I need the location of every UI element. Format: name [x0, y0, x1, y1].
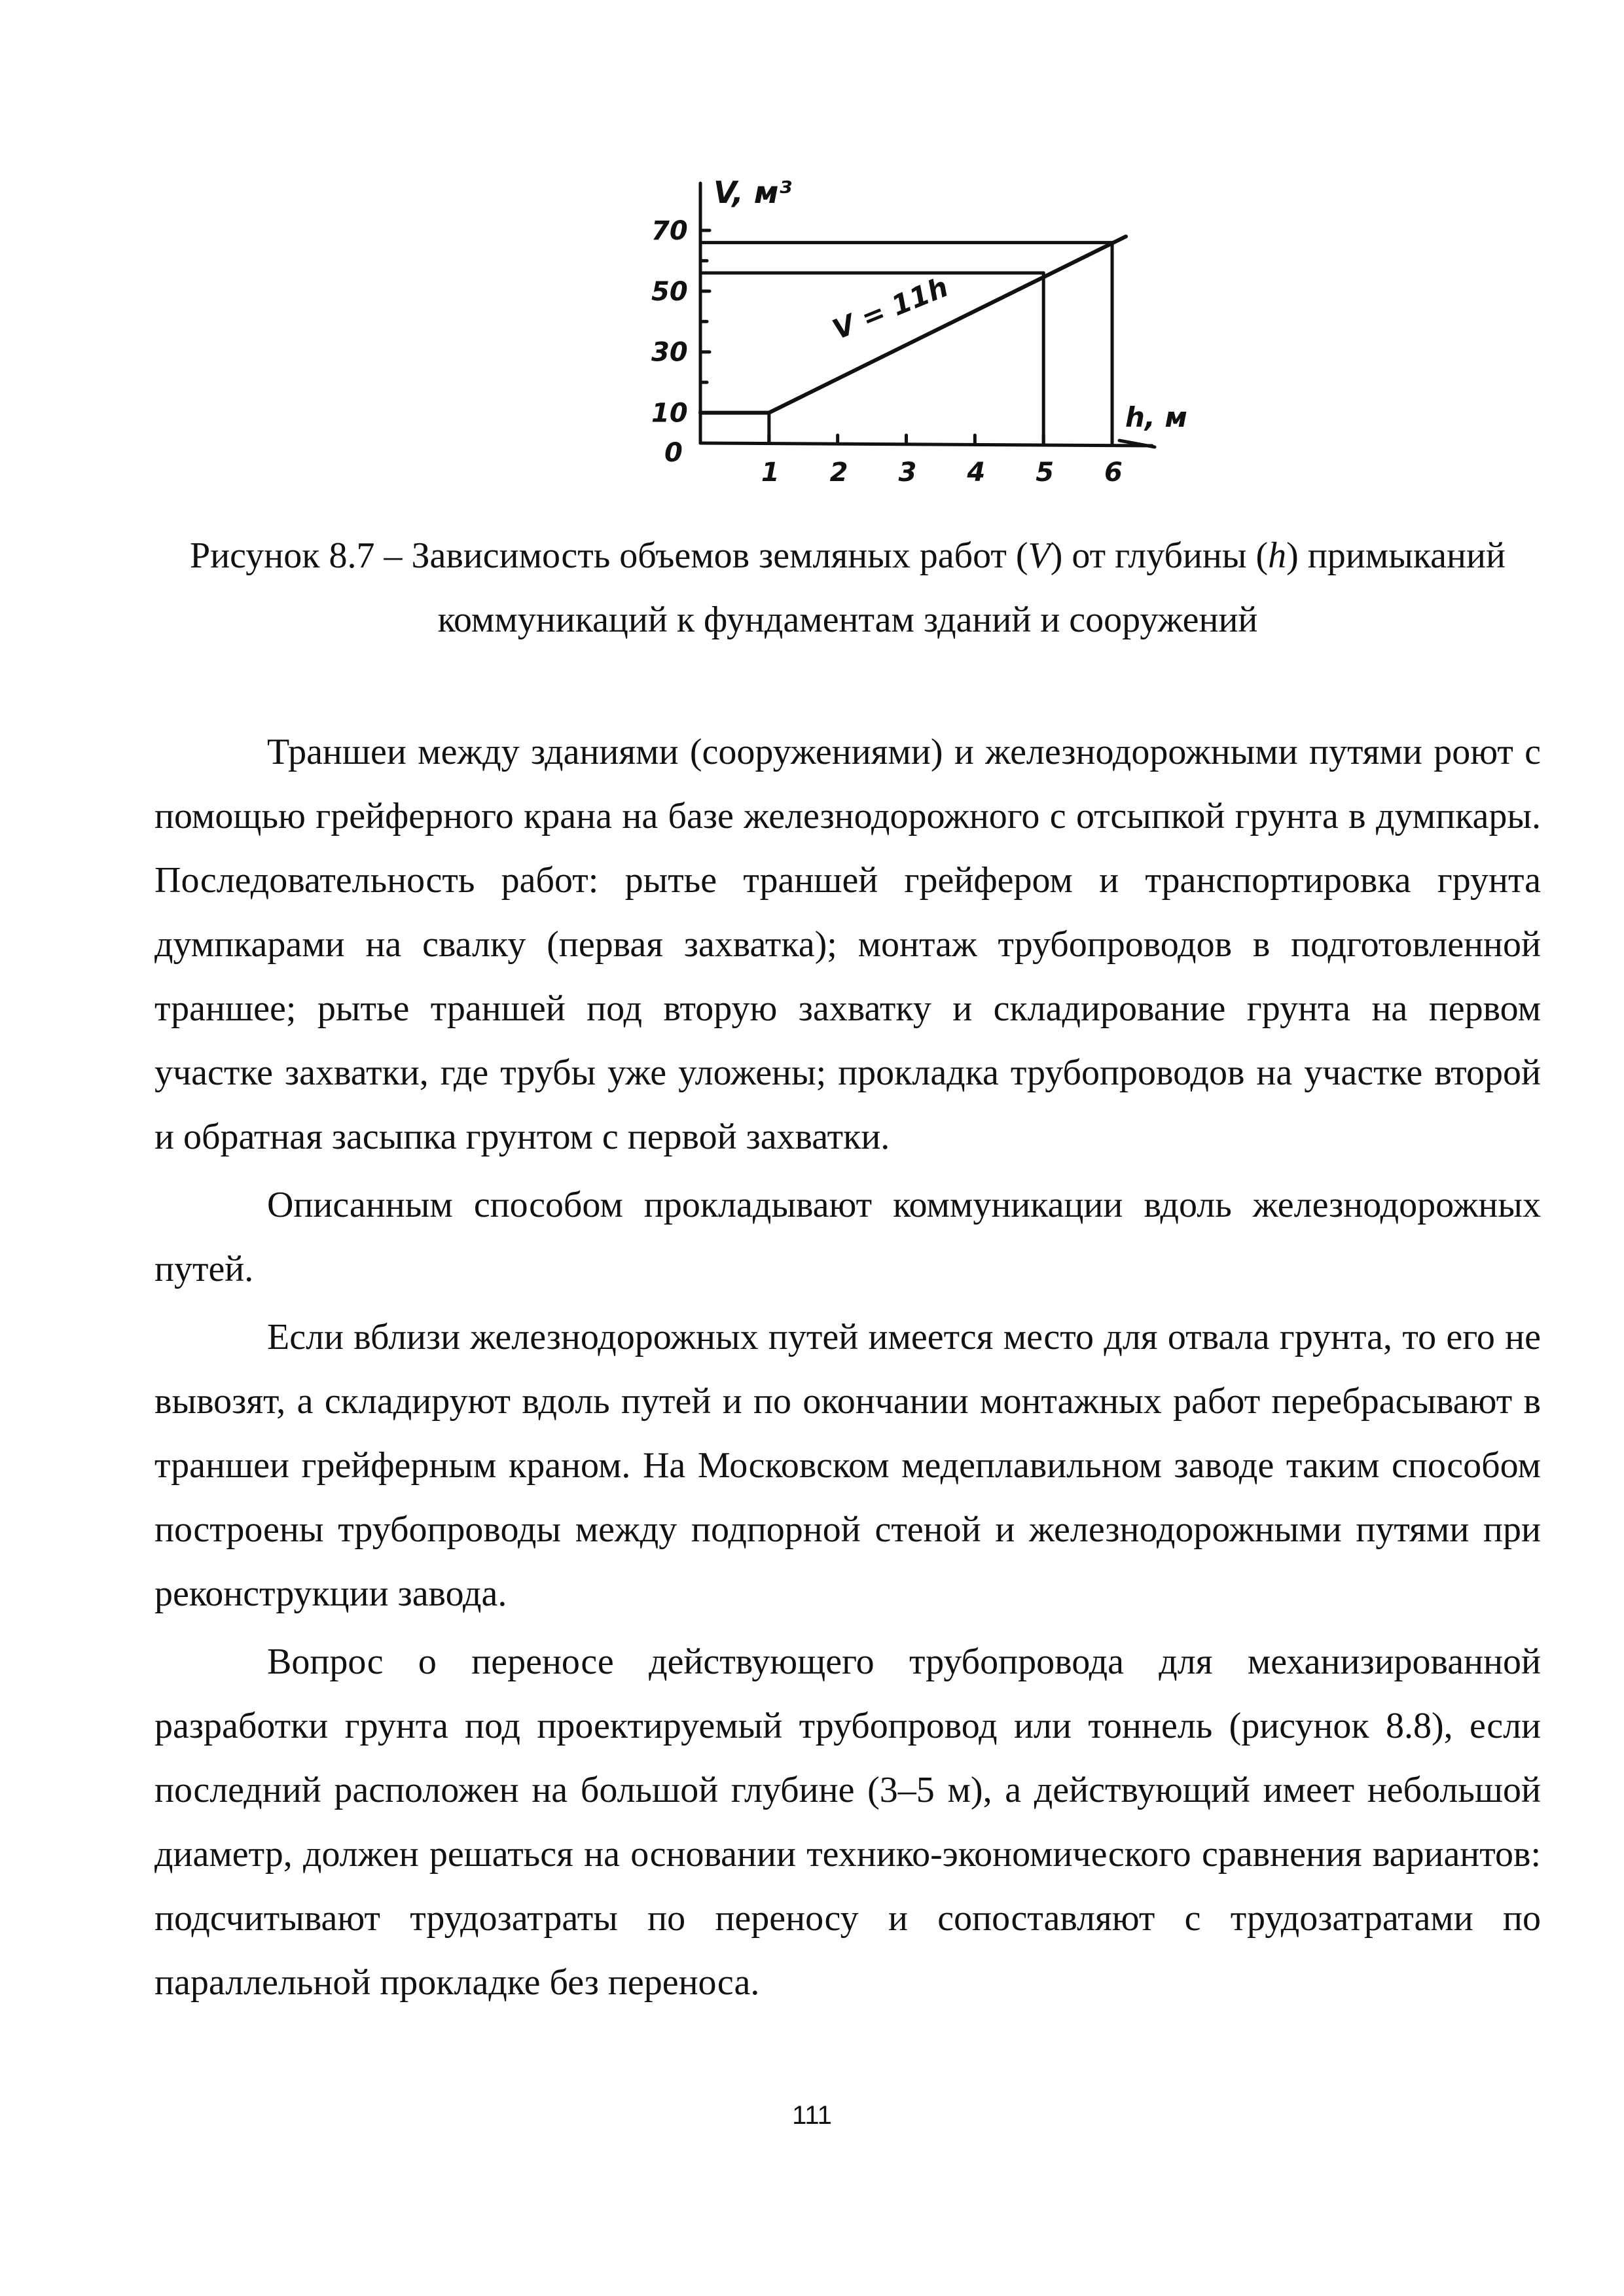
x-axis-label: h, м: [1125, 401, 1187, 433]
y-tick-label: 50: [651, 276, 688, 307]
body-text: [154, 720, 1541, 2015]
caption-v-symbol: V: [1028, 535, 1051, 576]
figure-caption: [151, 524, 1545, 652]
y-tick-label: 70: [651, 216, 688, 246]
paragraph-3: Если вблизи железнодорожных путей имеется место для отвала грунта, то его не вывозят, а складируют вдоль путей и по окончании монтажных работ перебрасывают в траншеи грейферным краном. На Московском медеплавильном заводе таким способом построены трубопроводы между подпорной стеной и железнодорожными путями при реконструкции завода.: [154, 1317, 1541, 1614]
x-tick-label: 1: [761, 457, 780, 488]
y-tick-label: 10: [651, 398, 688, 429]
x-tick-label: 6: [1104, 457, 1123, 488]
y-tick-label: 30: [651, 337, 688, 368]
x-tick-label: 2: [829, 457, 848, 488]
volume-depth-graph: [628, 157, 1204, 491]
page-number: 111: [792, 2101, 832, 2130]
y-axis-label: V, м³: [713, 175, 792, 210]
caption-h-symbol: h: [1268, 535, 1287, 576]
paragraph-4: Вопрос о переносе действующего трубопровода для механизированной разработки грунта под проектируемый трубопровод или тоннель (рисунок 8.8), если последний расположен на большой глубине (3–5 м), а действующий имеет небольшой диаметр, должен решаться на основании технико-экономического сравнения вариантов: подсчитывают трудозатраты по переносу и сопоставляют с трудозатратами по параллельной прокладке без переноса.: [154, 1641, 1541, 2003]
caption-suffix: ) примыканий коммуникаций к фундаментам зданий и сооружений: [437, 535, 1506, 640]
origin-label: 0: [664, 438, 683, 468]
paragraph-2: Описанным способом прокладывают коммуникации вдоль железнодорожных путей.: [154, 1185, 1541, 1289]
paragraph-1: Траншеи между зданиями (сооружениями) и железнодорожными путями роют с помощью грейферного крана на базе железнодорожного с отсыпкой грунта в думпкары. Последовательность работ: рытье траншей грейфером и транспортировка грунта думпкарами на свалку (первая захватка); монтаж трубопроводов в подготовленной траншее; рытье траншей под вторую захватку и складирование грунта на первом участке захватки, где трубы уже уложены; прокладка трубопроводов на участке второй и обратная засыпка грунтом с первой захватки.: [154, 732, 1541, 1157]
series-line: [700, 236, 1126, 412]
x-tick-label: 5: [1036, 457, 1055, 488]
caption-middle: ) от глубины (: [1050, 535, 1269, 576]
x-tick-label: 3: [898, 457, 917, 488]
x-tick-label: 4: [967, 457, 986, 488]
line-equation-label: V = 11h: [828, 270, 953, 346]
caption-prefix: Рисунок 8.7 – Зависимость объемов земляных работ (: [190, 535, 1028, 576]
